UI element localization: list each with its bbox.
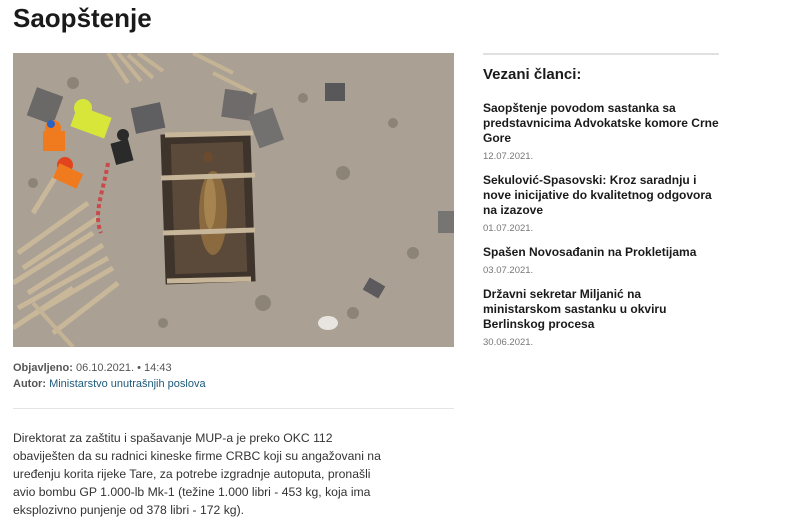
- article-body: Direktorat za zaštitu i spašavanje MUP-a je preko OKC 112 obaviješten da su radnici kineske firme CRBC koji su angažovani na uređenju korita rijeke Tare, za potrebe izgradnje autoputa, pronašli avio bombu GP 1.000-lb Mk-1 (težine 1.000 libri - 453 kg, koja ima eksplozivno punjenje od 378 libri - 172 kg).: [13, 431, 381, 517]
- related-articles-sidebar: [483, 53, 719, 359]
- divider: [13, 408, 454, 409]
- related-article-link[interactable]: Sekulović-Spasovski: Kroz saradnju i nove inicijative do kvalitetnog odgovora na izazove: [483, 173, 712, 217]
- published-label: Objavljeno:: [13, 362, 73, 374]
- article-meta: [13, 360, 206, 392]
- sidebar-divider: [483, 53, 719, 55]
- article-photo: [13, 53, 454, 347]
- related-article-date: 01.07.2021.: [483, 223, 534, 234]
- published-line: [13, 360, 206, 376]
- related-article: [483, 245, 719, 277]
- published-value: 06.10.2021. • 14:43: [75, 362, 172, 374]
- related-article: [483, 287, 719, 349]
- aerial-excavation-photo: [13, 53, 454, 347]
- related-article-date: 12.07.2021.: [483, 151, 534, 162]
- related-article-date: 03.07.2021.: [483, 265, 534, 276]
- author-line: [13, 376, 206, 392]
- sidebar-title: Vezani članci:: [483, 66, 582, 83]
- related-article-link[interactable]: Saopštenje povodom sastanka sa predstavnicima Advokatske komore Crne Gore: [483, 101, 719, 145]
- related-article: [483, 173, 719, 235]
- related-article: [483, 101, 719, 163]
- related-article-link[interactable]: Državni sekretar Miljanić na ministarskom sastanku u okviru Berlinskog procesa: [483, 287, 667, 331]
- related-article-date: 30.06.2021.: [483, 337, 534, 348]
- related-article-link[interactable]: Spašen Novosađanin na Prokletijama: [483, 245, 697, 259]
- author-label: Autor:: [13, 378, 46, 390]
- author-value[interactable]: Ministarstvo unutrašnjih poslova: [49, 378, 206, 390]
- page-title: Saopštenje: [13, 3, 152, 33]
